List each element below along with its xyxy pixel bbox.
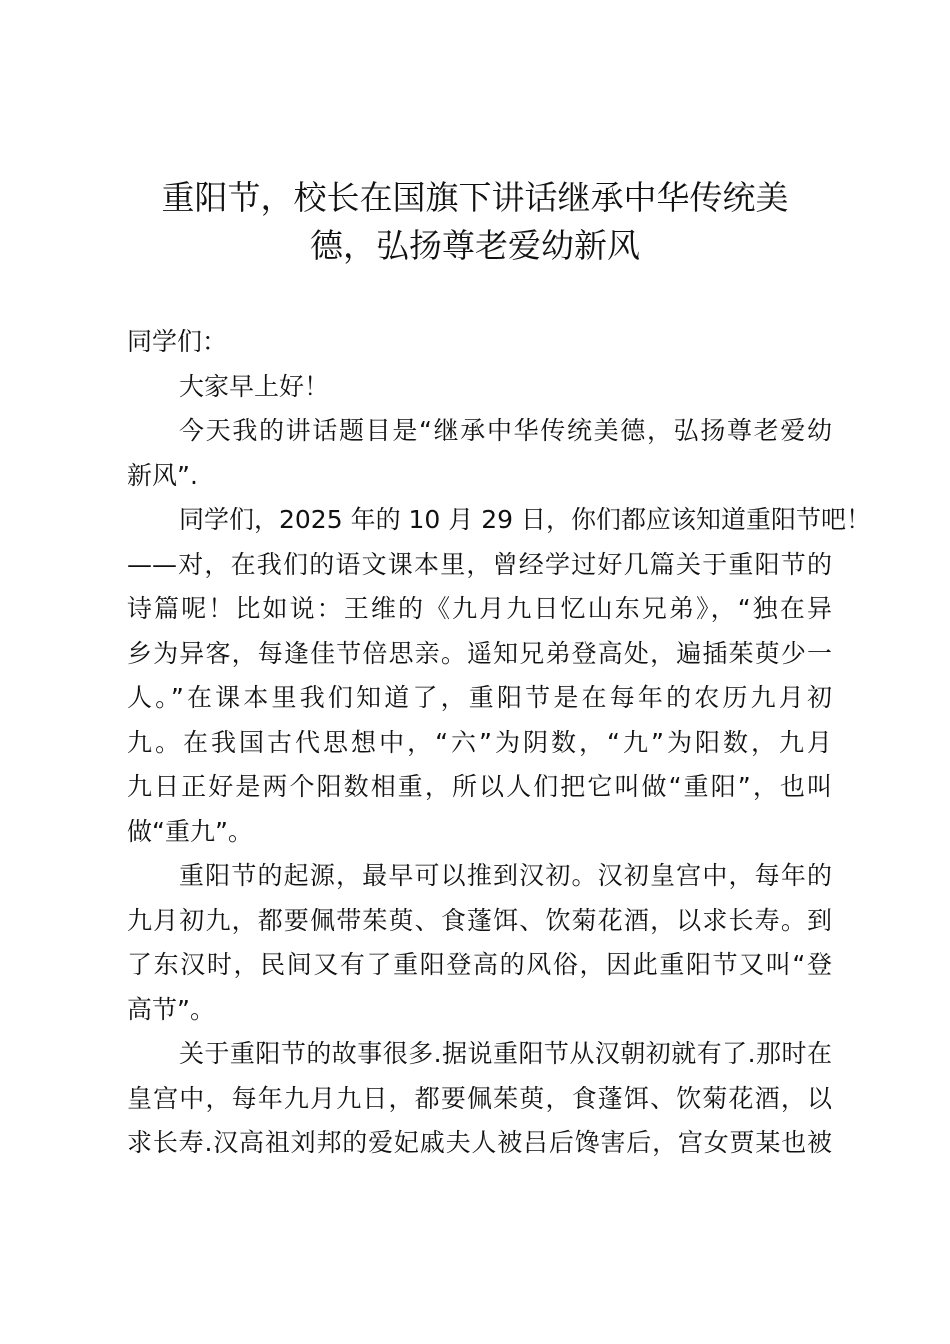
text-line: ——对，在我们的语文课本里，曾经学过好几篇关于重阳节的 [127, 549, 832, 579]
text-line: 九日正好是两个阳数相重，所以人们把它叫做“重阳”，也叫 [127, 772, 832, 801]
text-line: 同学们： [127, 327, 228, 356]
text-line: 关于重阳节的故事很多.据说重阳节从汉朝初就有了.那时在 [179, 1039, 832, 1068]
title-line: 重阳节，校长在国旗下讲话继承中华传统美 [161, 178, 789, 217]
text-line: 九。在我国古代思想中，“六”为阴数，“九”为阳数，九月 [127, 727, 832, 757]
text-line: 重阳节的起源，最早可以推到汉初。汉初皇宫中，每年的 [179, 861, 832, 890]
text-line: 新风”. [127, 460, 198, 490]
document-body [127, 320, 871, 1166]
text-line: 诗篇呢！比如说：王维的《九月九日忆山东兄弟》，“独在异 [127, 594, 832, 623]
text-line: 同学们，2025 年的 10 月 29 日，你们都应该知道重阳节吧！ [179, 505, 871, 534]
document-title [120, 174, 830, 270]
text-line: 九月初九，都要佩带茱萸、食蓬饵、饮菊花酒，以求长寿。到 [127, 905, 832, 935]
text-line: 大家早上好！ [179, 371, 330, 401]
text-line: 了东汉时，民间又有了重阳登高的风俗，因此重阳节又叫“登 [127, 950, 832, 979]
title-line: 德，弘扬尊老爱幼新风 [310, 226, 640, 265]
text-line: 人。”在课本里我们知道了，重阳节是在每年的农历九月初 [127, 683, 832, 712]
text-line: 做“重九”。 [127, 816, 253, 846]
text-line: 求长寿.汉高祖刘邦的爱妃戚夫人被吕后馋害后，宫女贾某也被 [127, 1128, 832, 1157]
text-line: 皇宫中，每年九月九日，都要佩茱萸，食蓬饵、饮菊花酒，以 [127, 1083, 832, 1113]
text-line: 今天我的讲话题目是“继承中华传统美德，弘扬尊老爱幼 [179, 416, 832, 445]
text-line: 乡为异客，每逢佳节倍思亲。遥知兄弟登高处，遍插茱萸少一 [127, 638, 832, 668]
text-line: 高节”。 [127, 994, 215, 1024]
